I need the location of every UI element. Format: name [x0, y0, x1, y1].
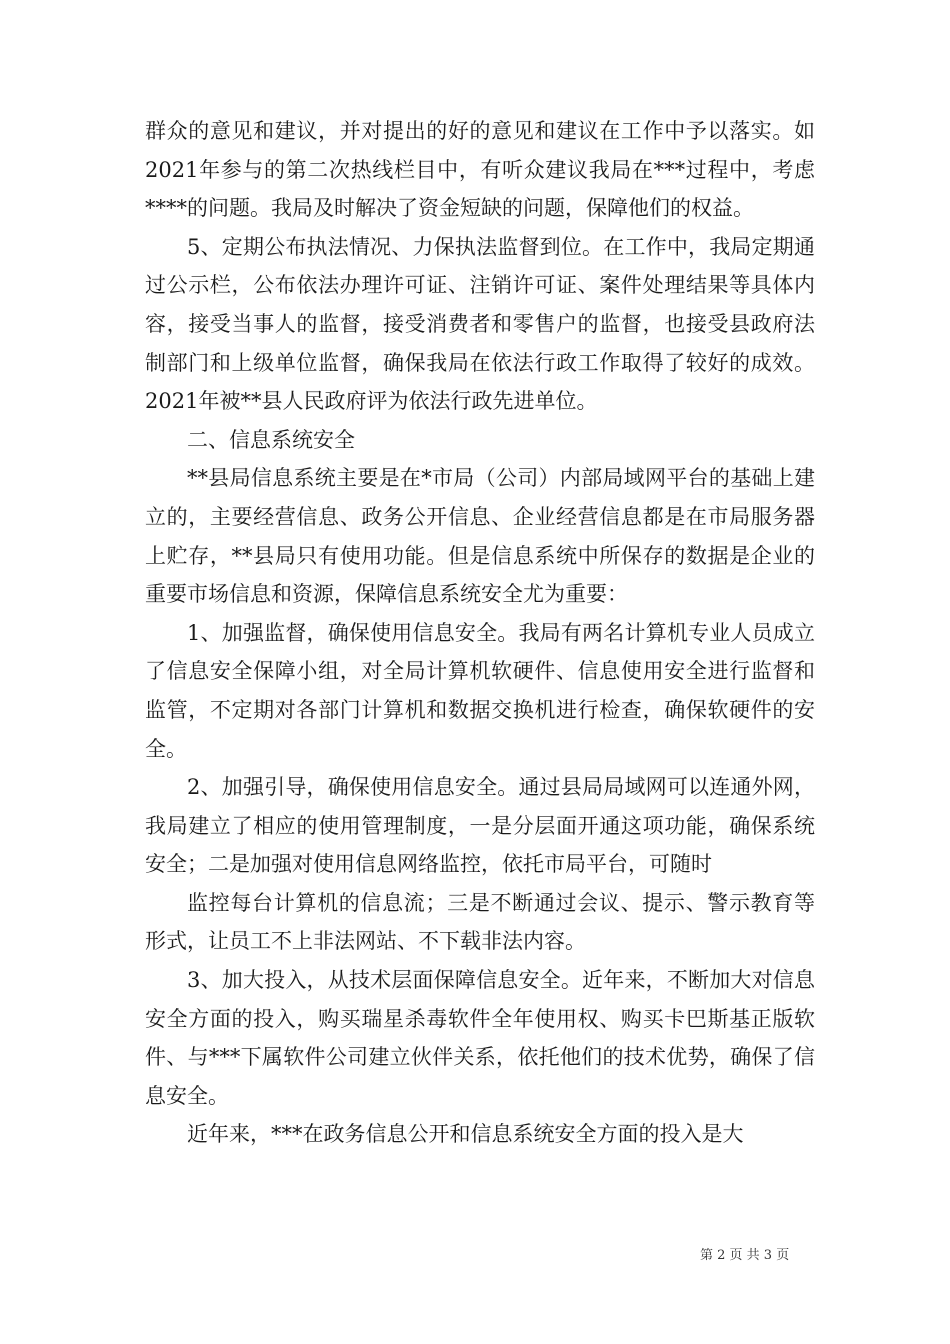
section-heading: 二、信息系统安全 — [187, 427, 355, 452]
paragraph-2: 5、定期公布执法情况、力保执法监督到位。在工作中，我局定期通过公示栏，公布依法办理许可证、注销许可证、案件处理结果等具体内容，接受当事人的监督，接受消费者和零售户的监督，也接受县政府法制部门和上级单位监督，确保我局在依法行政工作取得了较好的成效。2021年被**县人民政府评为依法行政先进单位。 — [145, 234, 815, 414]
paragraph-6: 监控每台计算机的信息流；三是不断通过会议、提示、警示教育等形式，让员工不上非法网站、不下载非法内容。 — [145, 890, 815, 954]
paragraph-3: **县局信息系统主要是在*市局（公司）内部局域网平台的基础上建立的，主要经营信息、政务公开信息、企业经营信息都是在市局服务器上贮存，**县局只有使用功能。但是信息系统中所保存的数据是企业的重要市场信息和资源，保障信息系统安全尤为重要： — [145, 466, 815, 607]
paragraph-8: 近年来，***在政务信息公开和信息系统安全方面的投入是大 — [187, 1122, 744, 1147]
document-body — [145, 112, 815, 1154]
paragraph-4: 1、加强监督，确保使用信息安全。我局有两名计算机专业人员成立了信息安全保障小组，对全局计算机软硬件、信息使用安全进行监督和监管，不定期对各部门计算机和数据交换机进行检查，确保软硬件的安全。 — [145, 620, 815, 761]
paragraph-5: 2、加强引导，确保使用信息安全。通过县局局域网可以连通外网，我局建立了相应的使用管理制度，一是分层面开通这项功能，确保系统安全；二是加强对使用信息网络监控，依托市局平台，可随时 — [145, 775, 815, 877]
paragraph-7: 3、加大投入，从技术层面保障信息安全。近年来，不断加大对信息安全方面的投入，购买瑞星杀毒软件全年使用权、购买卡巴斯基正版软件、与***下属软件公司建立伙伴关系，依托他们的技术优势，确保了信息安全。 — [145, 968, 815, 1108]
paragraph-1: 群众的意见和建议，并对提出的好的意见和建议在工作中予以落实。如2021年参与的第二次热线栏目中，有听众建议我局在***过程中，考虑****的问题。我局及时解决了资金短缺的问题，保障他们的权益。 — [145, 119, 815, 221]
page-number: 第 2 页 共 3 页 — [700, 1248, 790, 1263]
